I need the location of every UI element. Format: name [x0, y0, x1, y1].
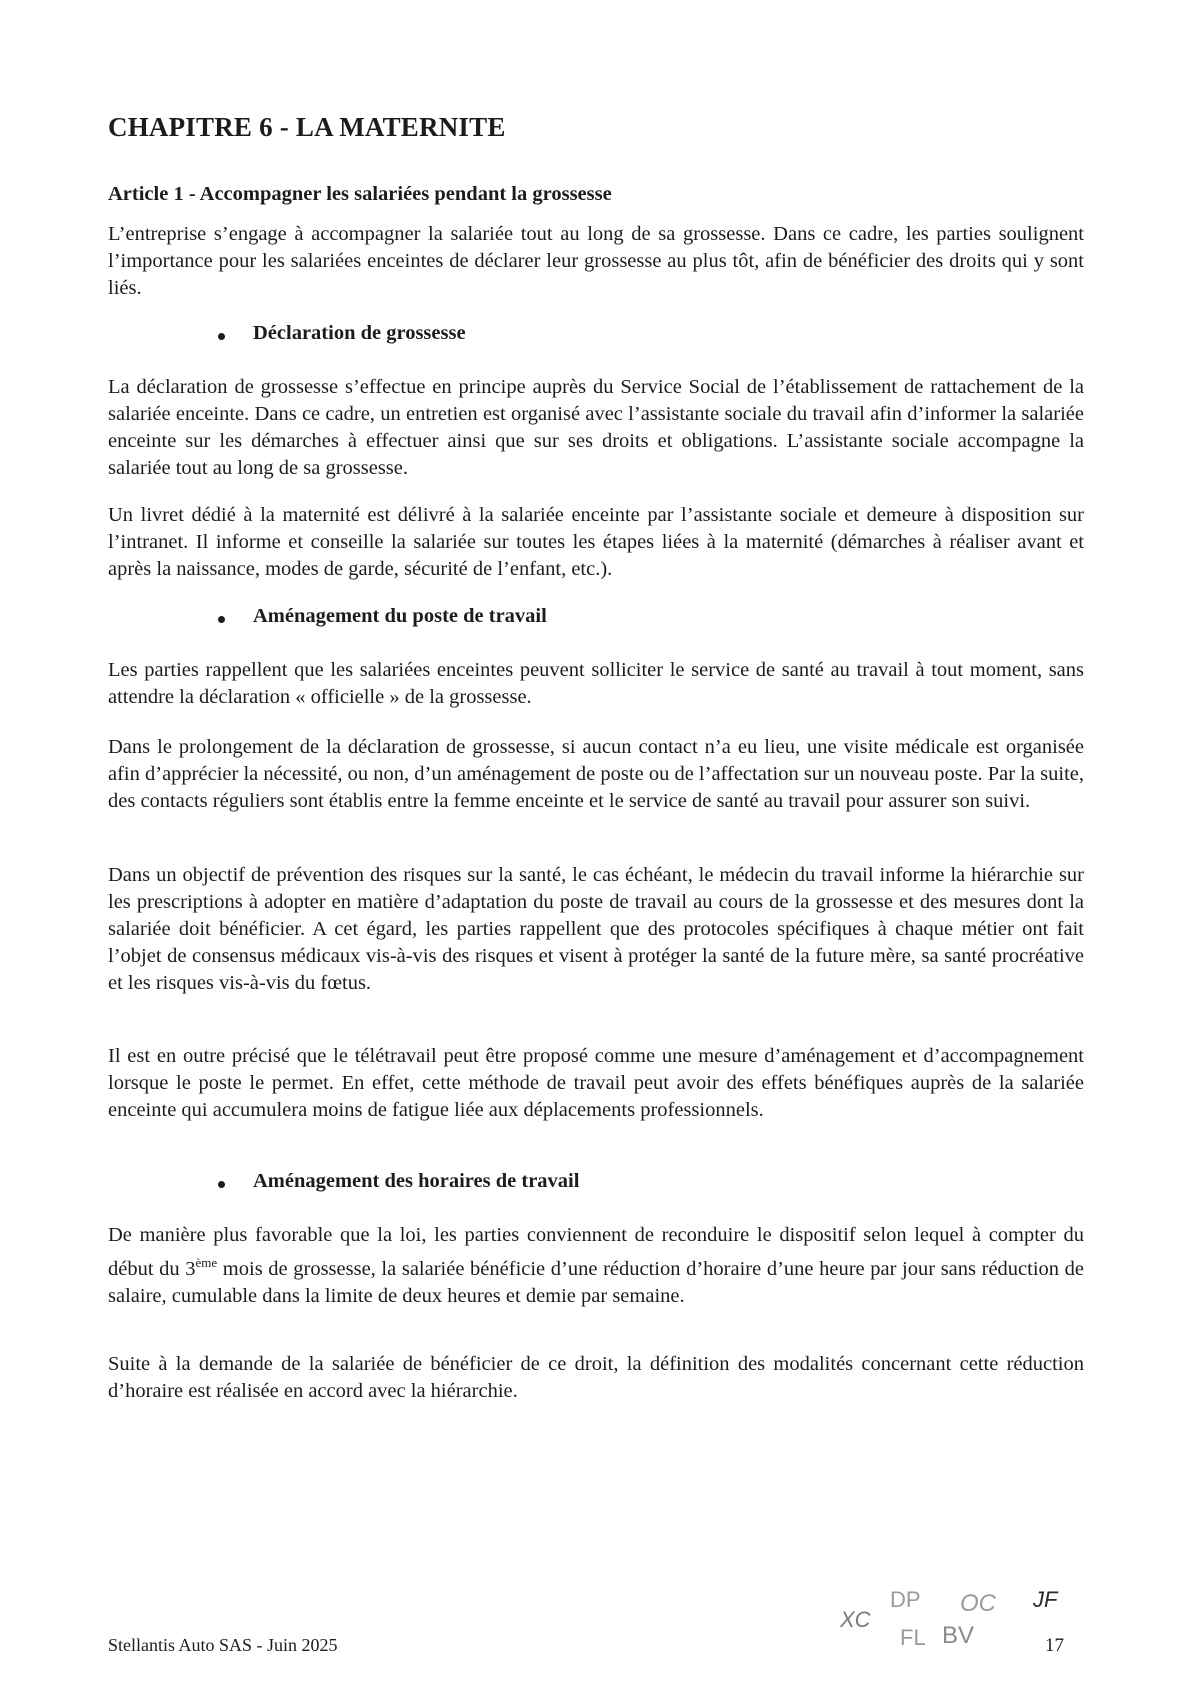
poste-paragraph-1: Les parties rappellent que les salariées enceintes peuvent solliciter le service de santé au travail à tout moment, sans attendre la déclaration « officielle » de la grossesse. [108, 659, 1084, 708]
poste-paragraph-4: Il est en outre précisé que le télétravail peut être proposé comme une mesure d’aménagement et d’accompagnement lorsque le poste le permet. En effet, cette méthode de travail peut avoir des effets bénéfiques auprès de la salariée enceinte qui accumulera moins de fatigue liée aux déplacements professionnels. [108, 1045, 1084, 1121]
declaration-paragraph-1: La déclaration de grossesse s’effectue en principe auprès du Service Social de l’établissement de rattachement de la salariée enceinte. Dans ce cadre, un entretien est organisé avec l’assistante sociale du travail afin d’informer la salariée enceinte sur les démarches à effectuer ainsi que sur ses droits et obligations. L’assistante sociale accompagne la salariée tout au long de sa grossesse. [108, 376, 1084, 479]
poste-paragraph-2: Dans le prolongement de la déclaration de grossesse, si aucun contact n’a eu lieu, une visite médicale est organisée afin d’apprécier la nécessité, ou non, d’un aménagement de poste ou de l’affectation sur un nouveau poste. Par la suite, des contacts réguliers sont établis entre la femme enceinte et le service de santé au travail pour assurer son suivi. [108, 736, 1084, 812]
footer-company-date: Stellantis Auto SAS - Juin 2025 [108, 1635, 338, 1655]
article-title: Article 1 - Accompagner les salariées pendant la grossesse [108, 183, 612, 205]
initials-jf: JF [1033, 1587, 1058, 1612]
bullet-icon [218, 1181, 225, 1188]
initials-fl: FL [900, 1625, 926, 1650]
initials-dp: DP [890, 1587, 921, 1612]
superscript-eme: ème [195, 1255, 218, 1270]
intro-paragraph: L’entreprise s’engage à accompagner la salariée tout au long de sa grossesse. Dans ce cadre, les parties soulignent l’importance pour les salariées enceintes de déclarer leur grossesse au plus tôt, afin de bénéficier des droits qui y sont liés. [108, 223, 1084, 299]
handwritten-initials [820, 1585, 1080, 1665]
initials-group [839, 1587, 1059, 1650]
chapter-title: CHAPITRE 6 - LA MATERNITE [108, 112, 506, 142]
initials-xc: XC [840, 1607, 871, 1632]
horaires-paragraph-1 [108, 1222, 1084, 1310]
section-heading-label: Aménagement des horaires de travail [253, 1170, 580, 1192]
page-number: 17 [1045, 1635, 1064, 1656]
horaires-text-before: De manière plus favorable que la loi, les parties conviennent de reconduire le dispositif selon lequel à compter du début du 3 [108, 1224, 1084, 1280]
declaration-paragraph-2: Un livret dédié à la maternité est délivré à la salariée enceinte par l’assistante sociale et demeure à disposition sur l’intranet. Il informe et conseille la salariée sur toutes les étapes liées à la maternité (démarches à réaliser avant et après la naissance, modes de garde, sécurité de l’enfant, etc.). [108, 504, 1084, 580]
bullet-icon [218, 616, 225, 623]
initials-bv: BV [942, 1622, 975, 1649]
section-heading-horaires [220, 1170, 579, 1193]
section-heading-label: Aménagement du poste de travail [253, 605, 547, 627]
section-heading-declaration [220, 322, 466, 345]
poste-paragraph-3: Dans un objectif de prévention des risques sur la santé, le cas échéant, le médecin du travail informe la hiérarchie sur les prescriptions à adopter en matière d’adaptation du poste de travail au cours de la grossesse et des mesures dont la salariée doit bénéficier. A cet égard, les parties rappellent que des protocoles spécifiques à chaque métier ont fait l’objet de consensus médicaux vis-à-vis des risques et visent à protéger la santé de la future mère, sa santé procréative et les risques vis-à-vis du fœtus. [108, 864, 1084, 994]
bullet-icon [218, 333, 225, 340]
initials-oc: OC [960, 1590, 996, 1617]
horaires-paragraph-2: Suite à la demande de la salariée de bénéficier de ce droit, la définition des modalités concernant cette réduction d’horaire est réalisée en accord avec la hiérarchie. [108, 1353, 1084, 1402]
section-heading-poste [220, 605, 547, 628]
section-heading-label: Déclaration de grossesse [253, 322, 466, 344]
horaires-text-after: mois de grossesse, la salariée bénéficie d’une réduction d’horaire d’une heure par jour sans réduction de salaire, cumulable dans la limite de deux heures et demie par semaine. [108, 1257, 1084, 1307]
